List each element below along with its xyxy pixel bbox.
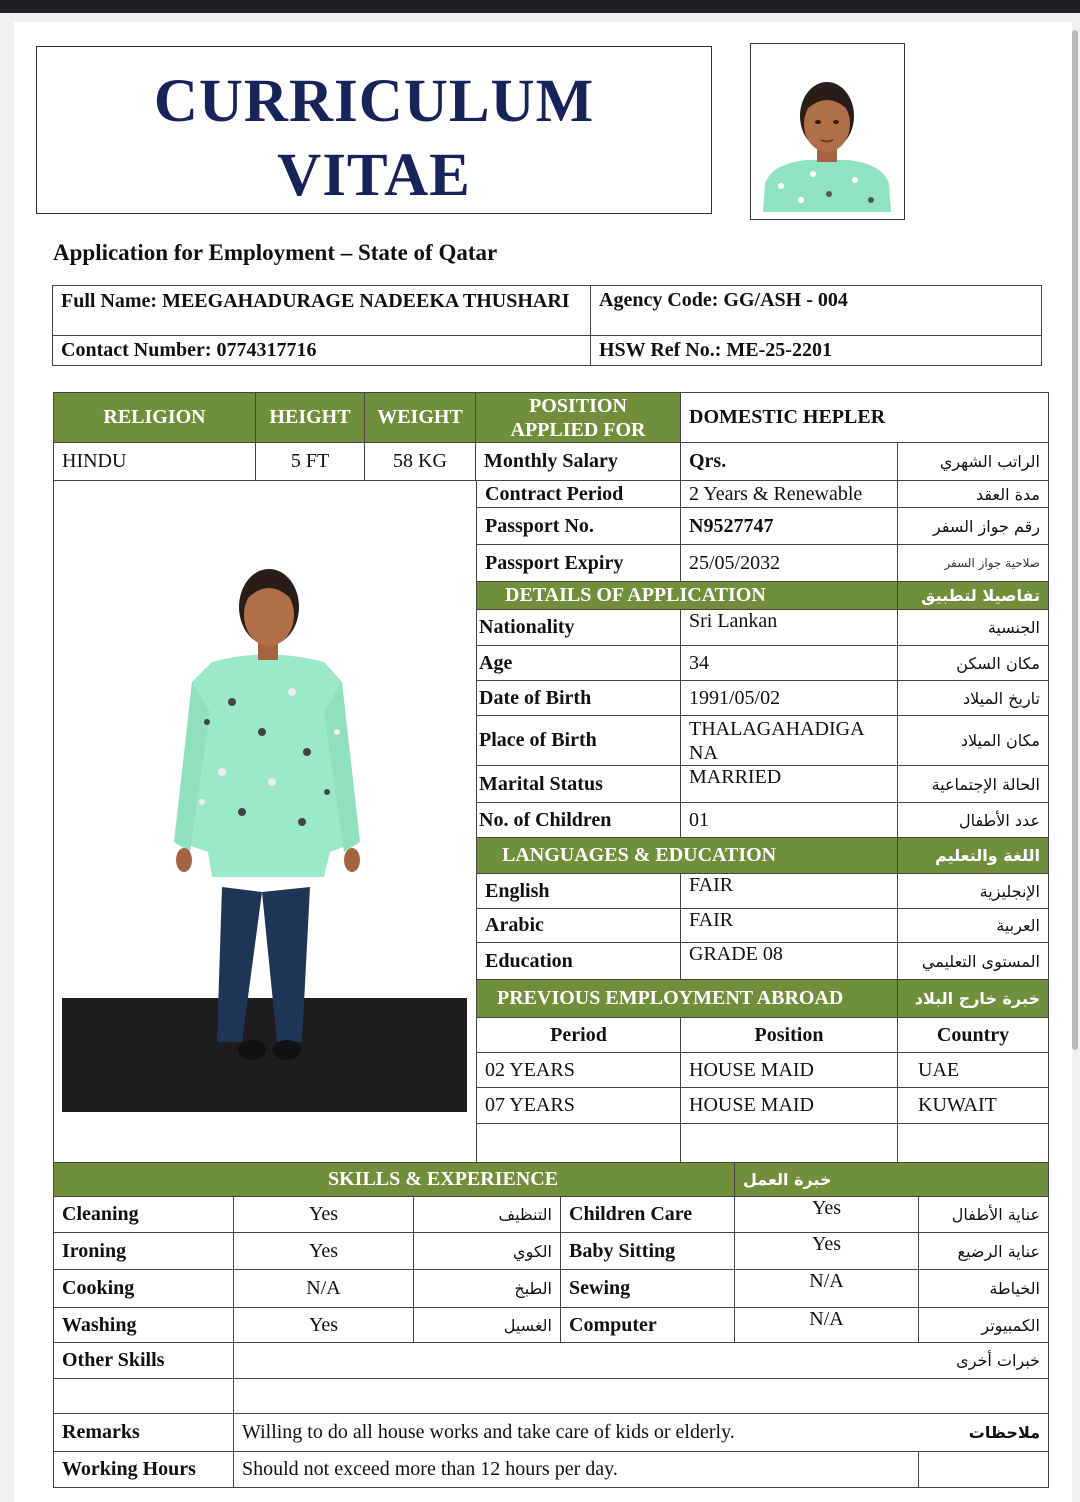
age-value: 34 <box>681 646 898 681</box>
col-period: Period <box>477 1018 681 1053</box>
dob-label: Date of Birth <box>477 681 681 716</box>
expiry-label: Passport Expiry <box>477 545 681 582</box>
pob-value: THALAGAHADIGA NA <box>681 716 898 766</box>
skill-ironing-label: Ironing <box>54 1233 234 1270</box>
working-hours-value: Should not exceed more than 12 hours per day. <box>234 1452 919 1488</box>
skill-sewing-arabic: الخياطة <box>919 1270 1049 1308</box>
english-arabic: الإنجليزية <box>898 874 1049 909</box>
height-header: HEIGHT <box>256 393 365 443</box>
employment-country: UAE <box>898 1053 1049 1088</box>
remarks-label: Remarks <box>54 1414 234 1452</box>
employment-heading: PREVIOUS EMPLOYMENT ABROAD <box>477 980 898 1018</box>
agency-code: Agency Code: GG/ASH - 004 <box>591 286 1042 336</box>
contract-arabic: مدة العقد <box>898 481 1049 508</box>
arabic-arabic: العربية <box>898 909 1049 943</box>
scrollbar[interactable] <box>1072 30 1078 1050</box>
blank-row-cell <box>54 1379 234 1414</box>
skill-cooking-arabic: الطبخ <box>414 1270 561 1308</box>
skill-washing-arabic: الغسيل <box>414 1308 561 1343</box>
skill-children-care-value: Yes <box>735 1197 919 1233</box>
skills-table <box>53 1162 1049 1488</box>
top-bar <box>0 0 1080 13</box>
remarks-arabic: ملاحظات <box>919 1414 1049 1452</box>
contract-label: Contract Period <box>477 481 681 508</box>
title-line-1: CURRICULUM <box>153 68 595 135</box>
col-position: Position <box>681 1018 898 1053</box>
skill-baby-sitting-value: Yes <box>735 1233 919 1270</box>
basic-details-table <box>53 392 1049 481</box>
skill-baby-sitting-label: Baby Sitting <box>561 1233 735 1270</box>
marital-arabic: الحالة الإجتماعية <box>898 766 1049 803</box>
religion-header: RELIGION <box>54 393 256 443</box>
employment-heading-arabic: خبرة خارج البلاد <box>898 980 1049 1018</box>
working-hours-empty <box>919 1452 1049 1488</box>
skill-washing-value: Yes <box>234 1308 414 1343</box>
employment-position: HOUSE MAID <box>681 1088 898 1124</box>
right-details-table <box>476 480 1049 1165</box>
expiry-value: 25/05/2032 <box>681 545 898 582</box>
skill-cleaning-label: Cleaning <box>54 1197 234 1233</box>
remarks-value: Willing to do all house works and take care of kids or elderly. <box>234 1414 919 1452</box>
position-header: POSITION APPLIED FOR <box>476 393 681 443</box>
details-heading-arabic: تفاصيلا لتطبيق <box>898 582 1049 610</box>
employment-country: KUWAIT <box>898 1088 1049 1124</box>
height-value: 5 FT <box>256 443 365 481</box>
skill-ironing-arabic: الكوي <box>414 1233 561 1270</box>
title-line-2: VITAE <box>277 142 471 209</box>
arabic-value: FAIR <box>681 909 898 943</box>
skill-computer-arabic: الكمبيوتر <box>919 1308 1049 1343</box>
hsw-ref: HSW Ref No.: ME-25-2201 <box>591 336 1042 366</box>
position-value: DOMESTIC HEPLER <box>681 393 1049 443</box>
pob-arabic: مكان الميلاد <box>898 716 1049 766</box>
education-value: GRADE 08 <box>681 943 898 980</box>
skills-heading-arabic: خبرة العمل <box>735 1163 1049 1197</box>
children-label: No. of Children <box>477 803 681 838</box>
passport-arabic: رقم جواز السفر <box>898 508 1049 545</box>
age-arabic: مكان السكن <box>898 646 1049 681</box>
children-arabic: عدد الأطفال <box>898 803 1049 838</box>
employment-empty-cell <box>681 1124 898 1165</box>
employment-period: 02 YEARS <box>477 1053 681 1088</box>
skills-heading: SKILLS & EXPERIENCE <box>54 1163 735 1197</box>
employment-position: HOUSE MAID <box>681 1053 898 1088</box>
application-title: Application for Employment – State of Qatar <box>53 240 498 265</box>
employment-empty-cell <box>898 1124 1049 1165</box>
salary-value: Qrs. <box>681 443 898 481</box>
nationality-label: Nationality <box>477 610 681 646</box>
employment-period: 07 YEARS <box>477 1088 681 1124</box>
applicant-info-table <box>52 285 1042 366</box>
marital-value: MARRIED <box>681 766 898 803</box>
marital-label: Marital Status <box>477 766 681 803</box>
skill-cleaning-arabic: التنظيف <box>414 1197 561 1233</box>
working-hours-label: Working Hours <box>54 1452 234 1488</box>
passport-label: Passport No. <box>477 508 681 545</box>
skill-ironing-value: Yes <box>234 1233 414 1270</box>
skill-cooking-value: N/A <box>234 1270 414 1308</box>
col-country: Country <box>898 1018 1049 1053</box>
skill-children-care-arabic: عناية الأطفال <box>919 1197 1049 1233</box>
skill-computer-value: N/A <box>735 1308 919 1343</box>
arabic-label: Arabic <box>477 909 681 943</box>
contact-number: Contact Number: 0774317716 <box>53 336 591 366</box>
portrait-photo <box>750 43 905 220</box>
dob-value: 1991/05/02 <box>681 681 898 716</box>
other-skills-arabic: خبرات أخرى <box>919 1343 1049 1379</box>
blank-row-cell <box>234 1379 1049 1414</box>
languages-heading-arabic: اللغة والتعليم <box>898 838 1049 874</box>
children-value: 01 <box>681 803 898 838</box>
skill-computer-label: Computer <box>561 1308 735 1343</box>
salary-label: Monthly Salary <box>476 443 681 481</box>
skill-baby-sitting-arabic: عناية الرضيع <box>919 1233 1049 1270</box>
education-label: Education <box>477 943 681 980</box>
weight-value: 58 KG <box>365 443 476 481</box>
age-label: Age <box>477 646 681 681</box>
english-value: FAIR <box>681 874 898 909</box>
expiry-arabic: صلاحية جواز السفر <box>898 545 1049 582</box>
full-name: Full Name: MEEGAHADURAGE NADEEKA THUSHARI <box>53 286 591 336</box>
other-skills-label: Other Skills <box>54 1343 234 1379</box>
languages-heading: LANGUAGES & EDUCATION <box>477 838 898 874</box>
passport-value: N9527747 <box>681 508 898 545</box>
dob-arabic: تاريخ الميلاد <box>898 681 1049 716</box>
nationality-arabic: الجنسية <box>898 610 1049 646</box>
religion-value: HINDU <box>54 443 256 481</box>
nationality-value: Sri Lankan <box>681 610 898 646</box>
pob-label: Place of Birth <box>477 716 681 766</box>
english-label: English <box>477 874 681 909</box>
skill-washing-label: Washing <box>54 1308 234 1343</box>
contract-value: 2 Years & Renewable <box>681 481 898 508</box>
cv-title-box <box>36 46 712 214</box>
full-body-photo <box>62 482 467 1112</box>
employment-empty-cell <box>477 1124 681 1165</box>
skill-children-care-label: Children Care <box>561 1197 735 1233</box>
other-skills-value <box>234 1343 919 1379</box>
skill-cleaning-value: Yes <box>234 1197 414 1233</box>
salary-arabic: الراتب الشهري <box>898 443 1049 481</box>
skill-cooking-label: Cooking <box>54 1270 234 1308</box>
skill-sewing-label: Sewing <box>561 1270 735 1308</box>
weight-header: WEIGHT <box>365 393 476 443</box>
skill-sewing-value: N/A <box>735 1270 919 1308</box>
details-heading: DETAILS OF APPLICATION <box>477 582 898 610</box>
education-arabic: المستوى التعليمي <box>898 943 1049 980</box>
